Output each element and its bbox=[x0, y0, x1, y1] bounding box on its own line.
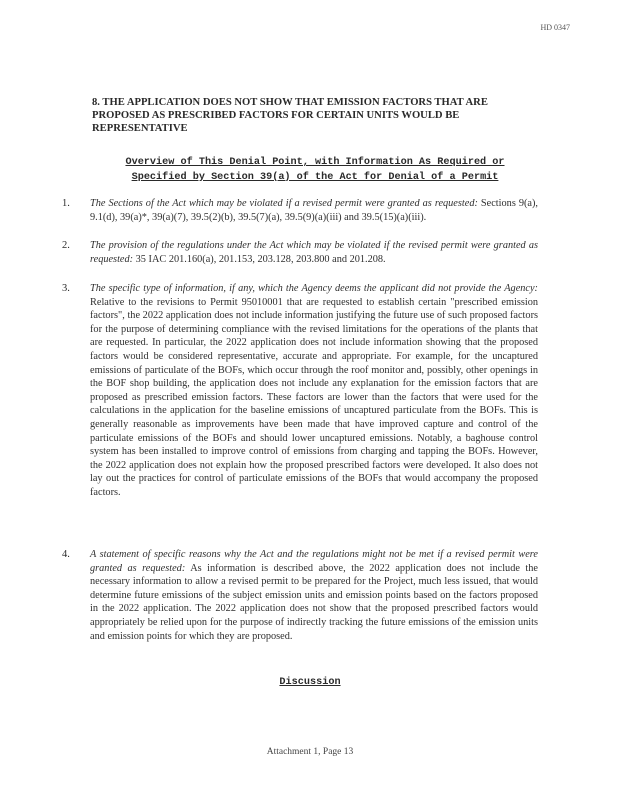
item-number: 3. bbox=[62, 283, 70, 294]
item-number: 4. bbox=[62, 549, 70, 560]
page-id: HD 0347 bbox=[540, 23, 570, 32]
item-text bbox=[90, 282, 538, 500]
section-heading: 8. THE APPLICATION DOES NOT SHOW THAT EMISSION FACTORS THAT ARE PROPOSED AS PRESCRIBED FACTORS FOR CERTAIN UNITS WOULD BE REPRESENTATIVE bbox=[92, 97, 488, 134]
item-lead: The Sections of the Act which may be violated if a revised permit were granted as requested: bbox=[90, 198, 478, 209]
item-body: Relative to the revisions to Permit 95010001 that are requested to establish certain "prescribed emission factors", the 2022 application does not include information justifying the future use of such proposed factors for the purpose of determining compliance with the revised limitations for the operations of the plants that are requested. In particular, the 2022 application does not include information showing that the proposed factors would be considered representative, accurate and appropriate. For example, for the uncaptured emissions of particulate of the BOFs, which occur through the roof monitor and, possibly, other openings in the BOF shop building, the application does not include any explanation for the emission factors that are proposed as prescribed emission factors. These factors are lower than the factors that were used for the calculations in the application for the baseline emissions of uncaptured particulate from the BOFs. This is generally reasonable as improvements have been made that have improved capture and control of the particulate emissions of the BOFs and should lower uncaptured emissions. Notably, a baghouse control system has been installed to improve control of emissions from charging and tapping the BOFs. However, the 2022 application does not explain how the proposed prescribed factors were developed. It also does not lay out the practices for control of particulate emissions of the BOFs that would accompany the proposed factors. bbox=[90, 296, 538, 498]
discussion-heading: Discussion bbox=[279, 677, 341, 688]
item-number: 1. bbox=[62, 198, 70, 209]
page-footer: Attachment 1, Page 13 bbox=[266, 747, 354, 757]
overview-title: Overview of This Denial Point, with Information As Required or Specified by Section 39(a) of the Act for Denial of a Permit bbox=[125, 157, 505, 183]
item-number: 2. bbox=[62, 240, 70, 251]
item-lead: The specific type of information, if any, which the Agency deems the applicant did not provide the Agency: bbox=[90, 283, 538, 294]
item-lead: A statement of specific reasons why the Act and the regulations might not be met if a revised permit were granted as requested: bbox=[90, 549, 538, 574]
item-text bbox=[90, 548, 538, 643]
item-body: 35 IAC 201.160(a), 201.153, 203.128, 203.800 and 201.208. bbox=[133, 253, 386, 265]
item-text bbox=[90, 197, 538, 224]
item-body: As information is described above, the 2022 application does not include the necessary information to allow a revised permit to be prepared for the Project, much less issued, that would determine future emissions of the subject emission units and emission points based on the factors proposed in the 2022 application. The 2022 application does not show that the proposed prescribed factors would appropriately be relied upon for the purpose of indirectly tracking the future emissions of the emission units and emission points for which they are proposed. bbox=[90, 562, 539, 642]
item-body: Sections 9(a), 9.1(d), 39(a)*, 39(a)(7), 39.5(2)(b), 39.5(7)(a), 39.5(9)(a)(iii) and 39.5(15)(a)(iii). bbox=[90, 198, 538, 223]
item-text bbox=[90, 239, 538, 266]
item-lead: The provision of the regulations under the Act which may be violated if the revised permit were granted as requested: bbox=[90, 240, 538, 265]
